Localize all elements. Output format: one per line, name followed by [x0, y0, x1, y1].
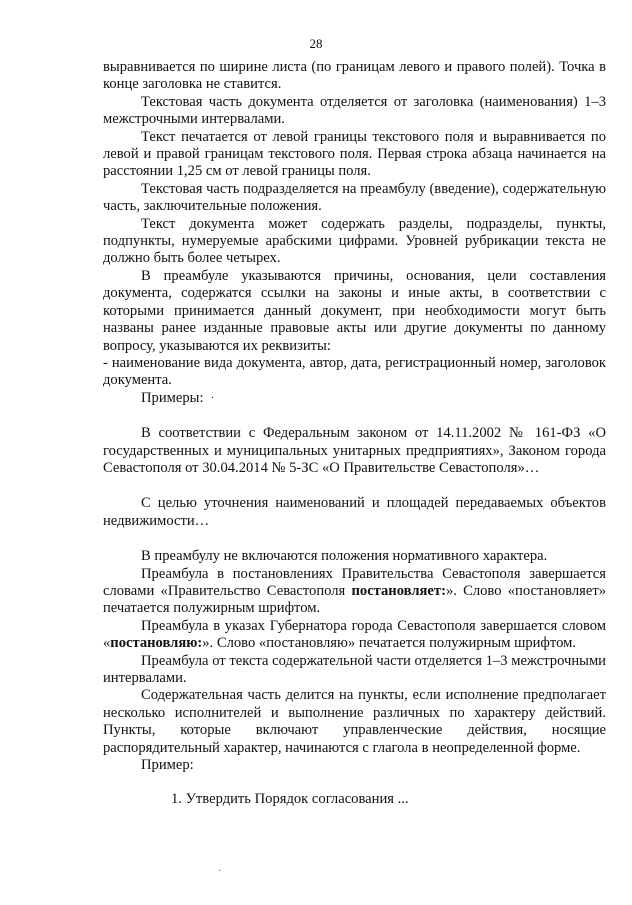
paragraph-governor-preamble — [103, 618, 606, 653]
paragraph-text-parts: Текстовая часть подразделяется на преамбулу (введение), содержательную часть, заключительные положения. — [103, 180, 606, 215]
example-federal-law: В соответствии с Федеральным законом от 14.11.2002 № 161-ФЗ «О государственных и муниципальных унитарных предприятиях», Законом города Севастополя от 30.04.2014 № 5-ЗС «О Правительстве Севастополя»… — [103, 425, 606, 476]
paragraph-heading-rule: выравнивается по ширине листа (по границам левого и правого полей). Точка в конце заголовка не ставится. — [103, 59, 606, 93]
page-body — [103, 59, 606, 809]
paragraph-government-preamble — [103, 566, 606, 618]
paragraph-preamble: В преамбуле указываются причины, основания, цели составления документа, содержатся ссылки на законы и иные акты, в соответствии с которыми принимается данный документ, при необходимости могут быть названы ранее изданные правовые акты или другие документы по данному вопросу, указываются их реквизиты: — [103, 267, 606, 354]
example-item: 1. Утвердить Порядок согласования ... — [171, 791, 409, 808]
paragraph-main-part: Содержательная часть делится на пункты, если исполнение предполагает несколько исполнителей и выполнение различных по характеру действий. Пункты, которые включают управленческие действия, носящие распорядительный характер, начинаются с глагола в неопределенной форме. — [103, 687, 606, 756]
paragraph-no-normative: В преамбулу не включаются положения нормативного характера. — [141, 548, 548, 565]
paragraph-preamble-separation: Преамбула от текста содержательной части отделяется 1–3 межстрочными интервалами. — [103, 652, 606, 687]
examples-mark: · — [210, 392, 215, 404]
paragraph-requisites: - наименование вида документа, автор, дата, регистрационный номер, заголовок документа. — [103, 354, 606, 389]
footer-mark: · — [218, 866, 222, 877]
paragraph-text-separation: Текстовая часть документа отделяется от заголовка (наименования) 1–3 межстрочными интервалами. — [103, 93, 606, 128]
governor-preamble-text-end: ». Слово «постановляю» печатается полужирным шрифтом. — [202, 635, 576, 652]
example-real-estate: С целью уточнения наименований и площадей передаваемых объектов недвижимости… — [103, 495, 606, 529]
governor-preamble-text: Преамбула в указах Губернатора города Севастополя завершается словом « — [103, 617, 606, 652]
paragraph-examples-label — [103, 390, 606, 407]
paragraph-example-label: Пример: — [141, 757, 194, 774]
bold-postanovlyayu: постановляю: — [110, 635, 203, 652]
paragraph-sections: Текст документа может содержать разделы, подразделы, пункты, подпункты, нумеруемые арабскими цифрами. Уровней рубрикации текста не должно быть более четырех. — [103, 215, 606, 267]
government-preamble-text-end: ». Слово «постановляет» печатается полужирным шрифтом. — [103, 583, 606, 617]
paragraph-text-alignment: Текст печатается от левой границы текстового поля и выравнивается по левой и правой границам текстового поля. Первая строка абзаца начинается на расстоянии 1,25 см от левой границы поля. — [103, 128, 606, 180]
government-preamble-text: Преамбула в постановлениях Правительства Севастополя завершается словами «Правительство Севастополя — [103, 565, 606, 600]
page-number: 28 — [309, 36, 323, 51]
examples-label: Примеры: — [141, 389, 204, 406]
bold-postanovlyaet: постановляет: — [351, 583, 446, 600]
